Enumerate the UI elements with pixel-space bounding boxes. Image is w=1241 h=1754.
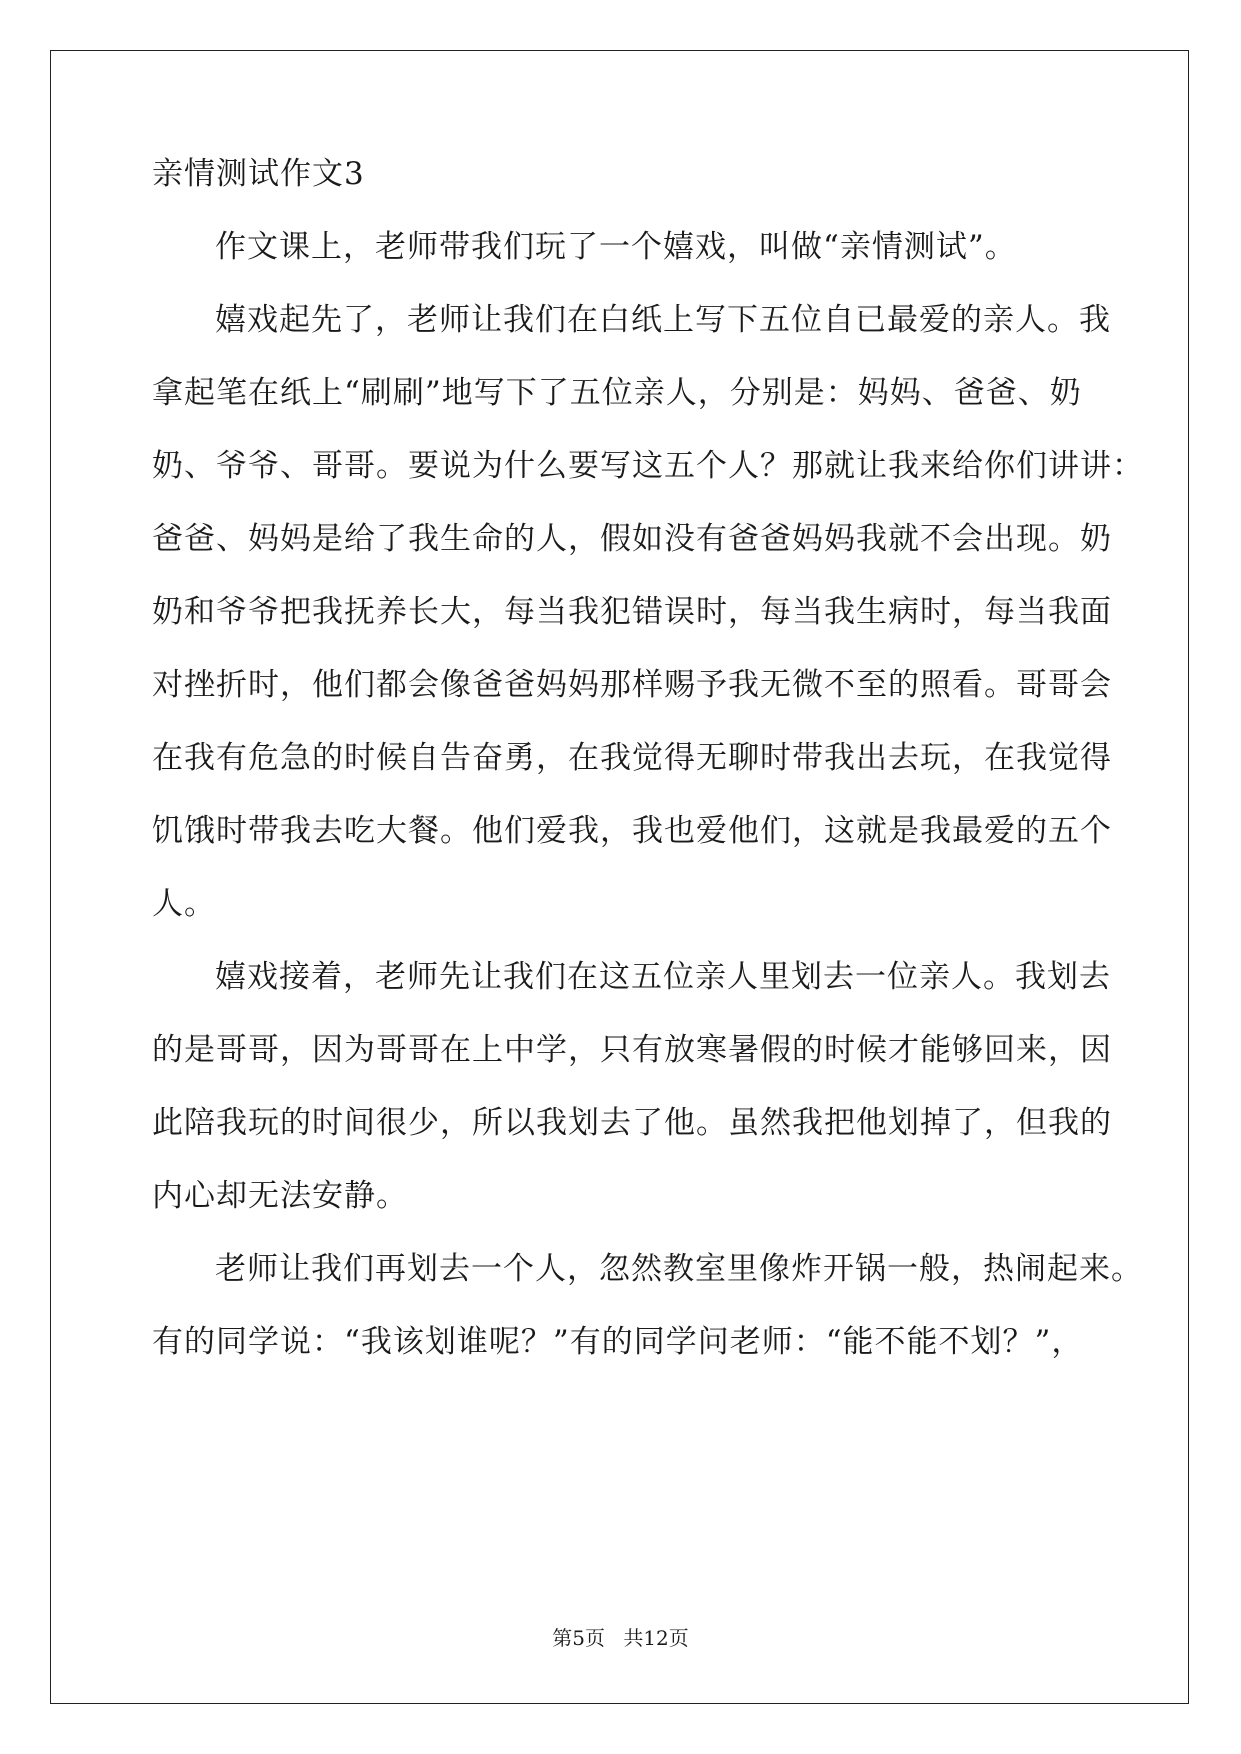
document-title: 亲情测试作文3 bbox=[152, 156, 365, 192]
paragraph-line: 爸爸、妈妈是给了我生命的人，假如没有爸爸妈妈我就不会出现。奶 bbox=[152, 521, 1112, 557]
page-border bbox=[50, 50, 1189, 1704]
paragraph-line: 嬉戏接着，老师先让我们在这五位亲人里划去一位亲人。我划去 bbox=[215, 959, 1111, 995]
paragraph-line: 的是哥哥，因为哥哥在上中学，只有放寒暑假的时候才能够回来，因 bbox=[152, 1032, 1112, 1068]
paragraph-line: 此陪我玩的时间很少，所以我划去了他。虽然我把他划掉了，但我的 bbox=[152, 1105, 1112, 1141]
paragraph-line: 奶、爷爷、哥哥。要说为什么要写这五个人？那就让我来给你们讲讲： bbox=[152, 448, 1144, 484]
paragraph-line: 对挫折时，他们都会像爸爸妈妈那样赐予我无微不至的照看。哥哥会 bbox=[152, 667, 1112, 703]
paragraph-line: 老师让我们再划去一个人，忽然教室里像炸开锅一般，热闹起来。 bbox=[215, 1251, 1143, 1287]
paragraph-line: 作文课上，老师带我们玩了一个嬉戏，叫做“亲情测试”。 bbox=[215, 229, 1017, 265]
page-total: 共12页 bbox=[623, 1626, 689, 1650]
paragraph-line: 在我有危急的时候自告奋勇，在我觉得无聊时带我出去玩，在我觉得 bbox=[152, 740, 1112, 776]
page-footer bbox=[0, 1626, 1241, 1650]
paragraph-line: 嬉戏起先了，老师让我们在白纸上写下五位自已最爱的亲人。我 bbox=[215, 302, 1111, 338]
paragraph-line: 饥饿时带我去吃大餐。他们爱我，我也爱他们，这就是我最爱的五个 bbox=[152, 813, 1112, 849]
paragraph-line: 奶和爷爷把我抚养长大，每当我犯错误时，每当我生病时，每当我面 bbox=[152, 594, 1112, 630]
paragraph-line: 拿起笔在纸上“刷刷”地写下了五位亲人，分别是：妈妈、爸爸、奶 bbox=[152, 375, 1082, 411]
paragraph-line: 有的同学说：“我该划谁呢？”有的同学问老师：“能不能不划？”， bbox=[152, 1324, 1084, 1360]
paragraph-line: 内心却无法安静。 bbox=[152, 1178, 408, 1214]
paragraph-line: 人。 bbox=[152, 886, 216, 922]
page-number: 第5页 bbox=[552, 1626, 605, 1650]
